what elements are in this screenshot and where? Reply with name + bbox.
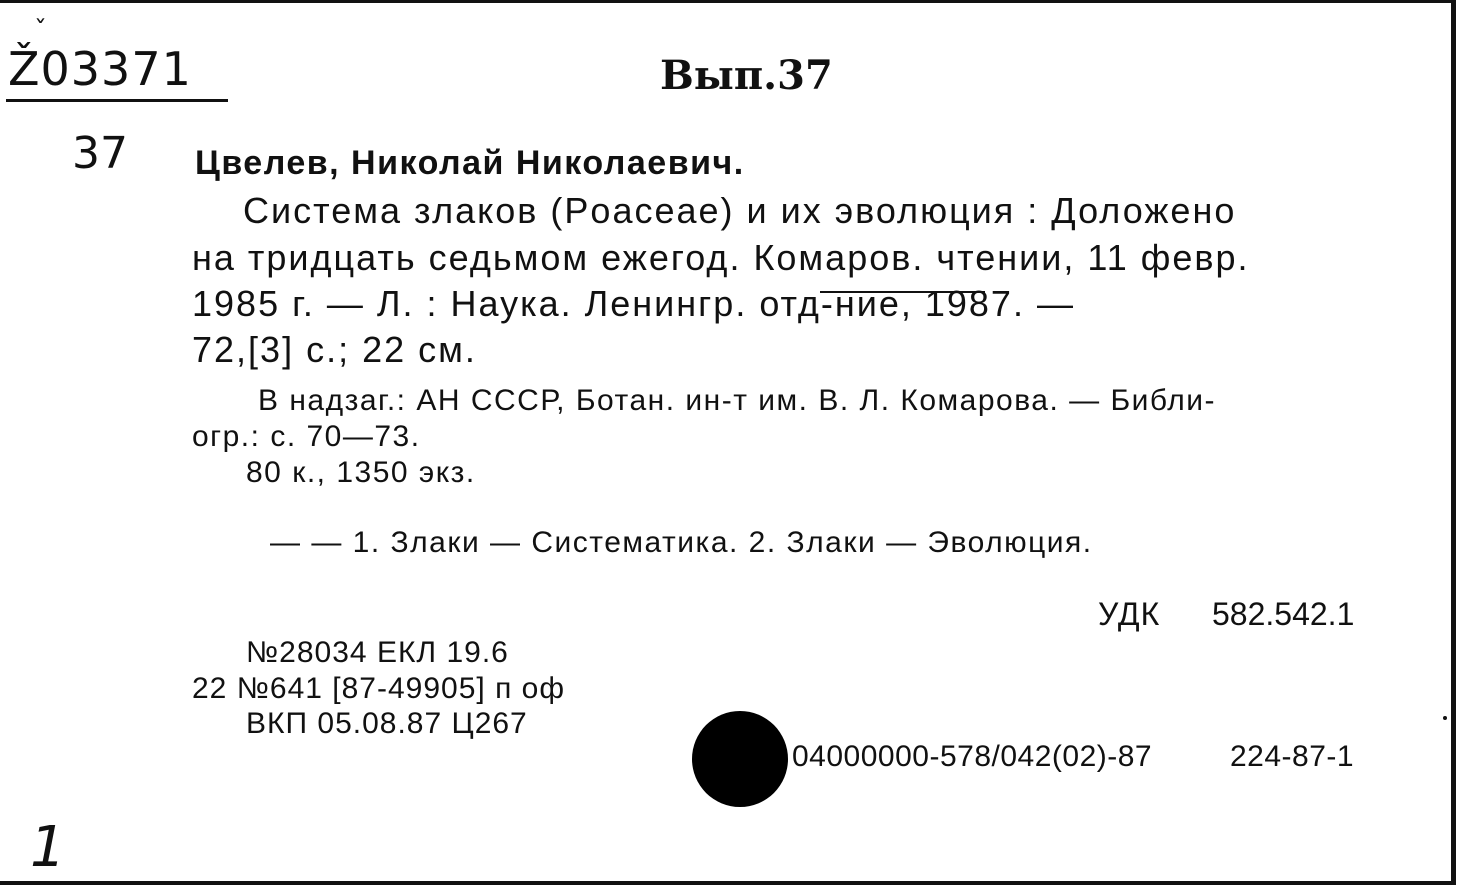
title-line: 1985 г. — Л. : Наука. Ленингр. отд-ние, 1987. — (192, 283, 1075, 324)
udk-label: УДК (1098, 596, 1161, 632)
note-line: В надзаг.: АН СССР, Ботан. ин-т им. В. Л. Комарова. — Библи- (258, 384, 1217, 417)
ink-speck (1443, 716, 1447, 720)
call-number: Ž03371 (8, 42, 192, 96)
footer-line: №28034 ЕКЛ 19.6 (246, 636, 509, 669)
udk-value: 582.542.1 (1212, 596, 1355, 632)
price-line: 80 к., 1350 экз. (246, 456, 476, 489)
issue-number: Вып.37 (660, 52, 833, 99)
author-heading: Цвелев, Николай Николаевич. (195, 144, 745, 182)
title-line: Система злаков (Poaceae) и их эволюция : Доложено (243, 190, 1237, 231)
note-line: огр.: с. 70—73. (192, 420, 421, 453)
punch-hole (692, 711, 788, 807)
title-line: 72,[3] с.; 22 см. (192, 329, 477, 370)
handwritten-number: 37 (72, 128, 128, 179)
check-mark: ˇ (34, 16, 47, 46)
title-line: на тридцать седьмом ежегод. Комаров. чтении, 11 февр. (192, 237, 1250, 278)
subject-headings: — — 1. Злаки — Систематика. 2. Злаки — Эволюция. (270, 526, 1093, 559)
catalog-code: 04000000-578/042(02)-87 (792, 740, 1153, 773)
footer-line: ВКП 05.08.87 Ц267 (246, 707, 528, 740)
catalog-code-tail: 224-87-1 (1230, 740, 1355, 773)
call-number-underline (6, 99, 228, 102)
page-mark: 1 (30, 815, 66, 880)
footer-line: 22 №641 [87-49905] п оф (192, 672, 566, 705)
